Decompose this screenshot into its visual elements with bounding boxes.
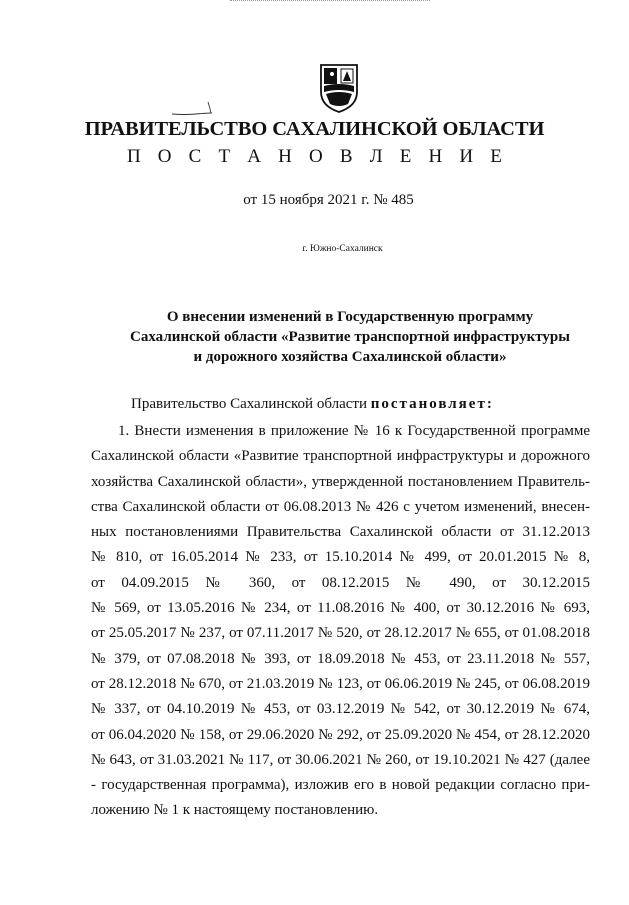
body-line: 1. Внести изменения в приложение № 16 к Государственной программе bbox=[118, 423, 590, 439]
body-line: от 25.05.2017 № 237, от 07.11.2017 № 520, от 28.12.2017 № 655, от 01.08.2018 bbox=[91, 625, 590, 642]
document-type: П О С Т А Н О В Л Е Н И Е bbox=[126, 146, 509, 167]
document-subject bbox=[80, 307, 620, 367]
scan-edge-line bbox=[230, 0, 430, 1]
body-line: - государственная программа), изложив его в новой редакции согласно при- bbox=[91, 777, 590, 794]
body-line: от 04.09.2015 № 360, от 08.12.2015 № 490, от 30.12.2015 bbox=[91, 574, 590, 591]
document-body bbox=[91, 419, 590, 824]
body-line: от 06.04.2020 № 158, от 29.06.2020 № 292, от 25.09.2020 № 454, от 28.12.2020 bbox=[91, 726, 590, 743]
coat-of-arms-icon bbox=[318, 62, 360, 114]
preamble-emphasis: постановляет: bbox=[370, 396, 494, 412]
body-line: хозяйства Сахалинской области», утвержденной постановлением Правитель- bbox=[91, 473, 590, 490]
document-date-number: от 15 ноября 2021 г. № 485 bbox=[243, 192, 414, 208]
body-line: ложению № 1 к настоящему постановлению. bbox=[91, 802, 379, 819]
body-line: № 810, от 16.05.2014 № 233, от 15.10.2014 № 499, от 20.01.2015 № 8, bbox=[91, 549, 590, 566]
body-line: Сахалинской области «Развитие транспортной инфраструктуры и дорожного bbox=[91, 448, 590, 465]
handwritten-mark bbox=[170, 100, 215, 118]
document-city: г. Южно-Сахалинск bbox=[302, 244, 383, 254]
body-line: ства Сахалинской области от 06.08.2013 № 426 с учетом изменений, внесен- bbox=[91, 498, 590, 515]
body-line: ных постановлениями Правительства Сахалинской области от 31.12.2013 bbox=[91, 524, 590, 541]
subject-line: О внесении изменений в Государственную программу bbox=[166, 309, 534, 325]
body-line: № 379, от 07.08.2018 № 393, от 18.09.2018 № 453, от 23.11.2018 № 557, bbox=[91, 650, 590, 667]
preamble bbox=[131, 396, 494, 413]
body-line: № 643, от 31.03.2021 № 117, от 30.06.2021 № 260, от 19.10.2021 № 427 (далее bbox=[91, 751, 590, 768]
body-line: от 28.12.2018 № 670, от 21.03.2019 № 123, от 06.06.2019 № 245, от 06.08.2019 bbox=[91, 675, 590, 692]
subject-line: Сахалинской области «Развитие транспортной инфраструктуры bbox=[130, 329, 570, 345]
body-line: № 337, от 04.10.2019 № 453, от 03.12.2019 № 542, от 30.12.2019 № 674, bbox=[91, 701, 590, 718]
subject-line: и дорожного хозяйства Сахалинской области» bbox=[193, 349, 507, 365]
preamble-text: Правительство Сахалинской области bbox=[131, 396, 367, 412]
government-title: ПРАВИТЕЛЬСТВО САХАЛИНСКОЙ ОБЛАСТИ bbox=[84, 118, 545, 140]
body-line: № 569, от 13.05.2016 № 234, от 11.08.2016 № 400, от 30.12.2016 № 693, bbox=[91, 600, 590, 617]
